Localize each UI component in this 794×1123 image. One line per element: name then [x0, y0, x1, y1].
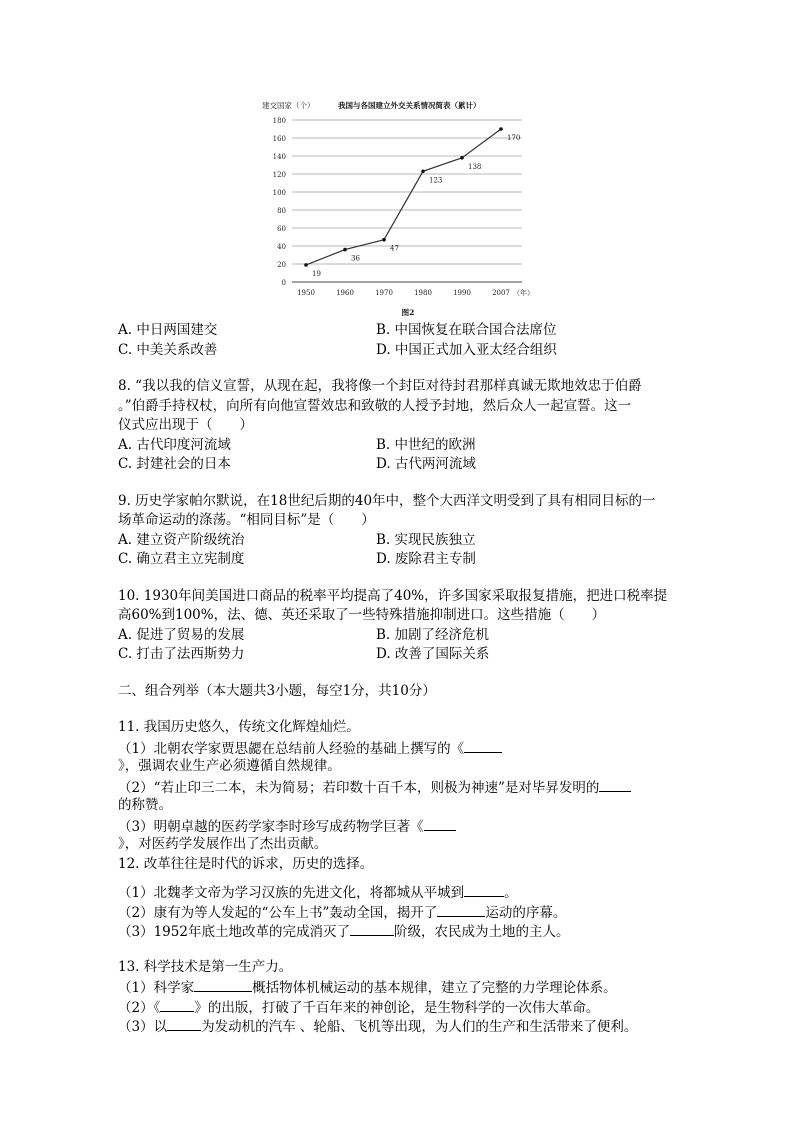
spacer — [118, 941, 688, 958]
q9-option-b: B. 实现民族独立 — [376, 531, 476, 548]
q9-stem-line1: 9. 历史学家帕尔默说，在18世纪后期的40年中，整个大西洋文明受到了具有相同目标的一 — [118, 492, 656, 509]
q10-option-a: A. 促进了贸易的发展 — [118, 626, 245, 643]
x-tick-label: 1980 — [414, 289, 432, 297]
line-chart-svg — [258, 95, 538, 320]
q13-blank1[interactable] — [194, 977, 252, 992]
y-tick-label: 40 — [277, 243, 286, 251]
data-label: 170 — [507, 134, 521, 142]
data-label: 47 — [390, 244, 399, 253]
x-tick-label: 1990 — [453, 289, 471, 297]
y-tick-label: 100 — [272, 189, 286, 197]
q13-blank3[interactable] — [167, 1016, 201, 1031]
data-label: 19 — [312, 269, 321, 278]
q11-part3-line2: 》，对医药学发展作出了杰出贡献。 — [118, 836, 328, 852]
q11-blank3[interactable] — [424, 816, 456, 831]
y-tick-label: 140 — [272, 153, 286, 161]
q8-stem-line2: 。”伯爵手持权杖，向所有向他宣誓效忠和致敬的人授予封地，然后众人一起宣誓。这一 — [118, 397, 632, 414]
q11-part2-line1 — [118, 777, 688, 797]
q12-blank1[interactable] — [464, 882, 504, 897]
q11-part1-line1 — [118, 738, 688, 758]
q11-part2-text: （2）“若止印三二本，未为简易；若印数十百千本，则极为神速”是对毕昇发明的 — [118, 779, 600, 796]
data-label: 123 — [429, 176, 443, 185]
q13-part2-end: 》的出版，打破了千百年来的神创论，是生物科学的一次伟大革命。 — [194, 999, 600, 1016]
y-tick-label: 20 — [277, 261, 286, 269]
q13-part3 — [118, 1016, 688, 1036]
q11-part2-line2: 的称赞。 — [118, 797, 172, 813]
data-label: 138 — [468, 162, 482, 171]
y-tick-label: 60 — [277, 225, 286, 233]
y-tick-label: 80 — [277, 207, 286, 215]
q12-part2 — [118, 902, 688, 922]
data-point — [421, 170, 425, 174]
q12-part2-text: （2）康有为等人发起的“公车上书”轰动全国，揭开了 — [118, 904, 438, 921]
y-tick-label: 180 — [272, 117, 286, 125]
data-point — [382, 238, 386, 242]
q12-part1-text: （1）北魏孝文帝为学习汉族的先进文化，将都城从平城到 — [118, 885, 465, 901]
q13-part2-text: （2）《 — [118, 999, 161, 1016]
spacer — [118, 570, 688, 587]
q11-blank2[interactable] — [599, 777, 631, 792]
q9-option-a: A. 建立资产阶级统治 — [118, 531, 245, 548]
q8-stem-line3: 仪式应出现于（ ） — [118, 417, 253, 433]
q12-part1-end: 。 — [504, 885, 518, 901]
q12-part3-end: 阶级，农民成为土地的主人。 — [393, 924, 570, 940]
y-tick-label: 160 — [272, 135, 286, 143]
question-content — [118, 321, 688, 1036]
q10-options-row2 — [118, 645, 688, 665]
data-label: 36 — [351, 254, 360, 263]
chart-title: 我国与各国建立外交关系情况简表（累计） — [338, 101, 481, 110]
q13-part1 — [118, 977, 688, 997]
spacer — [118, 701, 688, 718]
q8-stem-line1: 8. “我以我的信义宣誓，从现在起，我将像一个封臣对待封君那样真诚无欺地效忠于伯爵 — [118, 378, 642, 394]
q11-part1-text: （1）北朝农学家贾思勰在总结前人经验的基础上撰写的《 — [118, 740, 465, 757]
q8-option-d: D. 古代两河流域 — [376, 456, 476, 472]
q11-part3-line1 — [118, 816, 688, 836]
q8-option-b: B. 中世纪的欧洲 — [376, 436, 476, 453]
y-axis-label: 建交国家（个） — [262, 101, 315, 110]
q11-part1-line2: 》，强调农业生产必须遵循自然规律。 — [118, 758, 341, 774]
q10-stem-line2: 高60%到100%，法、德、英还采取了一些特殊措施抑制进口。这些措施（ ） — [118, 607, 606, 623]
q7-option-d: D. 中国正式加入亚太经合组织 — [376, 341, 557, 358]
q7-options-row1 — [118, 321, 688, 341]
q12-part2-end: 运动的序幕。 — [485, 904, 567, 921]
x-axis-label: （年） — [513, 289, 534, 297]
q7-options-row2 — [118, 341, 688, 361]
q12-stem: 12. 改革往往是时代的诉求，历史的选择。 — [118, 855, 374, 872]
q11-stem: 11. 我国历史悠久，传统文化辉煌灿烂。 — [118, 719, 360, 735]
q9-options-row2 — [118, 550, 688, 570]
q10-options-row1 — [118, 626, 688, 646]
x-tick-label: 1950 — [297, 289, 315, 297]
q9-stem-line2: 场革命运动的涤荡。“相同目标”是（ ） — [118, 512, 375, 528]
x-tick-label: 2007 — [492, 289, 510, 297]
spacer — [118, 665, 688, 682]
q7-option-a: A. 中日两国建交 — [118, 322, 218, 338]
q7-option-b: B. 中国恢复在联合国合法席位 — [376, 322, 557, 338]
data-point — [460, 156, 464, 160]
x-tick-label: 1960 — [336, 289, 354, 297]
q10-option-c: C. 打击了法西斯势力 — [118, 646, 245, 662]
q8-options-row2 — [118, 455, 688, 475]
series-line — [306, 129, 501, 265]
data-point — [343, 248, 347, 252]
q12-blank3[interactable] — [350, 921, 394, 936]
section2-heading: 二、组合列举（本大题共3小题，每空1分，共10分） — [118, 682, 436, 699]
y-tick-label: 120 — [272, 171, 286, 179]
q8-option-a: A. 古代印度河流域 — [118, 436, 231, 453]
y-tick-label: 0 — [281, 279, 286, 287]
q13-part3-end: 为发动机的汽车 、轮船、飞机等出现，为人们的生产和生活带来了便利。 — [201, 1019, 638, 1035]
q12-part3 — [118, 921, 688, 941]
data-point — [304, 263, 308, 267]
x-tick-label: 1970 — [375, 289, 393, 297]
q7-option-c: C. 中美关系改善 — [118, 341, 218, 358]
diplomatic-relations-chart — [258, 95, 538, 320]
spacer — [118, 874, 688, 882]
q12-part1 — [118, 882, 688, 902]
q11-part3-text: （3）明朝卓越的医药学家李时珍写成药物学巨著《 — [118, 818, 424, 835]
chart-caption: 图2 — [401, 308, 415, 317]
q10-option-b: B. 加剧了经济危机 — [376, 626, 490, 643]
data-point — [499, 127, 503, 131]
spacer — [118, 475, 688, 492]
q13-part2 — [118, 997, 688, 1017]
q13-part1-end: 概括物体机械运动的基本规律，建立了完整的力学理论体系。 — [252, 980, 617, 996]
q13-part1-text: （1）科学家 — [118, 980, 195, 996]
q10-stem-line1: 10. 1930年间美国进口商品的税率平均提高了40%，许多国家采取报复措施，把进口税率提 — [118, 587, 668, 604]
q13-stem: 13. 科学技术是第一生产力。 — [118, 958, 293, 975]
q10-option-d: D. 改善了国际关系 — [376, 646, 490, 662]
spacer — [118, 360, 688, 377]
q8-options-row1 — [118, 436, 688, 456]
q11-blank1[interactable] — [464, 738, 502, 753]
q9-options-row1 — [118, 531, 688, 551]
q8-option-c: C. 封建社会的日本 — [118, 456, 231, 472]
q12-blank2[interactable] — [437, 902, 485, 917]
q9-option-c: C. 确立君主立宪制度 — [118, 551, 245, 567]
q9-option-d: D. 废除君主专制 — [376, 551, 476, 567]
q12-part3-text: （3）1952年底土地改革的完成消灭了 — [118, 924, 350, 940]
q13-blank2[interactable] — [160, 997, 194, 1012]
q13-part3-text: （3）以 — [118, 1019, 168, 1035]
